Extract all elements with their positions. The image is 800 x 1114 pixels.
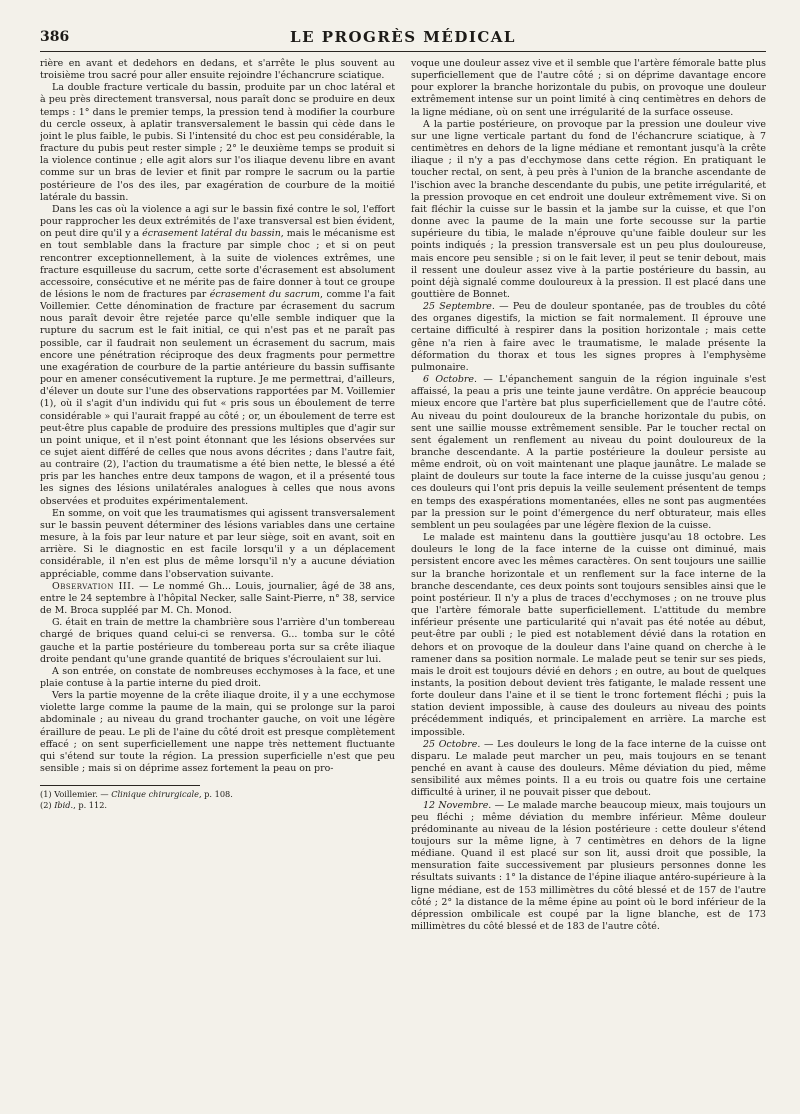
running-header — [40, 26, 766, 52]
entry-date: 6 Octobre. — [423, 374, 477, 386]
journal-title: LE PROGRÈS MÉDICAL — [290, 28, 516, 46]
footnote-text: , p. 112. — [73, 799, 108, 810]
entry-text: — Le malade marche beaucoup mieux, mais toujours un peu fléchi ; même déviation du membre inférieur. Même douleur prédominante au niveau de la lésion postérieure : cette douleur s'étend toujours sur la même ligne, à 7 centimètres en dehors de la ligne médiane. Quand il est placé sur son lit, aussi droit que possible, la mensuration faite successivement par plusieurs personnes donne les résultats suivants : 1° la distance de l'épine iliaque antéro-supérieure à la ligne médiane, est de 153 millimètres du côté blessé et de 157 de l'autre côté ; 2° la distance de la même épine au point où le bord inférieur de la dépression ombilicale est coupé par la ligne blanche, est de 173 millimètres du côté blessé et de 183 de l'autre côté. — [411, 799, 766, 933]
observation-heading — [40, 581, 395, 617]
dated-entry — [411, 374, 766, 532]
page-number: 386 — [40, 29, 70, 45]
footnotes — [40, 785, 233, 810]
footnote-text: , p. 108. — [198, 789, 233, 800]
paragraph: La double fracture verticale du bassin, produite par un choc latéral et à peu près directement transversal, nous paraît donc se produire en deux temps : 1° dans le premier temps, la pression tend à modifier la courbure du cercle osseux, à aplatir transversalement le bassin qui cède dans le joint le plus faible, le pubis. Si l'intensité du choc est peu considérable, la fracture du pubis peut rester simple ; 2° le deuxième temps se produit si la violence continue ; elle agit alors sur l'os iliaque devenu libre en avant comme sur un bras de levier et finit par rompre le sacrum ou la partie postérieure de l'os des iles, par exagération de courbure de la moitié latérale du bassin. — [40, 82, 395, 203]
text-run: , mais le mécanisme est en tout semblable dans la fracture par simple choc ; et si on peut rencontrer exceptionnellement, à la suite de violences extrêmes, une fracture esquilleuse du sacrum, cette sorte d'écrasement est absolument accessoire, consécutive et ne mérite pas de faire donner à tout ce groupe de lésions le nom de fractures par — [40, 228, 395, 300]
paragraph: Le malade est maintenu dans la gouttière jusqu'au 18 octobre. Les douleurs le long de la face interne de la cuisse ont diminué, mais persistent encore avec les mêmes caractères. On sent toujours une saillie sur la branche horizontale et un renflement sur la face interne de la branche descendante, ces deux points sont toujours sensibles ainsi que le point postérieur. Il n'y a plus de traces d'ecchymoses ; on ne trouve plus que l'artère fémorale batte superficiellement. L'attitude du membre inférieur présente une particularité qui n'avait pas été notée au début, peut-être par oubli ; le pied est notablement dévié dans la rotation en dehors et on provoque de la douleur dans l'aine quand on cherche à le ramener dans sa position normale. Le malade peut se tenir sur ses pieds, mais le droit est toujours dévié en dehors ; en outre, au bout de quelques instants, la position debout devient très fatigante, le malade ressent une forte douleur dans l'aine et il se tient le tronc fortement fléchi ; puis la station devient impossible, à cause des douleurs au niveau des points précédemment indiqués, et principalement en arrière. La marche est impossible. — [411, 532, 766, 738]
paragraph: A la partie postérieure, on provoque par la pression une douleur vive sur une ligne verticale partant du fond de l'échancrure sciatique, à 7 centimètres en dehors de la ligne médiane et remontant jusqu'à la crête iliaque ; il n'y a pas d'ecchymose dans cette région. En pratiquant le toucher rectal, on sent, à peu près à l'union de la branche ascendante de l'ischion avec la branche descendante du pubis, une petite irrégularité, et la pression provoque en cet endroit une douleur extrêmement vive. Si on fait fléchir la cuisse sur le bassin et la jambe sur la cuisse, et que l'on donne avec la paume de la main une forte secousse sur la partie supérieure du tibia, le malade n'éprouve qu'une faible douleur sur les points indiqués ; la pression transversale est un peu plus douloureuse, mais encore peu sensible ; si on le fait lever, il peut se tenir debout, mais il ressent une douleur assez vive à la partie postérieure du bassin, au point déjà signalé comme douloureux à la pression. Il est placé dans une gouttière de Bonnet. — [411, 118, 766, 300]
paragraph: G. était en train de mettre la chambrière sous l'arrière d'un tombereau chargé de briques quand celui-ci se renversa. G... tomba sur le côté gauche et la partie postérieure du tombereau porta sur sa crête iliaque droite pendant qu'une grande quantité de briques s'écroulaient sur lui. — [40, 617, 395, 665]
dated-entry — [411, 301, 766, 374]
footnote-text: (1) Voillemier. — — [40, 789, 112, 800]
paragraph: A son entrée, on constate de nombreuses ecchymoses à la face, et une plaie contuse à la partie interne du pied droit. — [40, 665, 395, 689]
entry-text: — Les douleurs le long de la face interne de la cuisse ont disparu. Le malade peut marcher un peu, mais toujours en se tenant penché en avant à cause des douleurs. Même déviation du pied, même sensibilité aux mêmes points. Il a eu trois ou quatre fois une certaine difficulté à uriner, il ne pouvait pisser que debout. — [411, 738, 766, 799]
paragraph: rière en avant et dedehors en dedans, et s'arrête le plus souvent au troisième trou sacré pour aller ensuite rejoindre l'échancrure sciatique. — [40, 58, 395, 82]
observation-intro: — Le nommé Gh... Louis, journalier, âgé de 38 ans, entre le 24 septembre à l'hôpital Necker, salle Saint-Pierre, n° 38, service de M. Broca suppléé par M. Ch. Monod. — [40, 580, 395, 617]
entry-text: — Peu de douleur spontanée, pas de troubles du côté des organes digestifs, la miction se fait normalement. Il éprouve une certaine difficulté à respirer dans la position horizontale ; mais cette gêne n'a rien à faire avec le traumatisme, le malade présente la déformation du thorax et tous les signes propres à l'emphysème pulmonaire. — [411, 301, 766, 373]
entry-text: — L'épanchement sanguin de la région inguinale s'est affaissé, la peau a pris une teinte jaune verdâtre. On apprécie beaucoup mieux encore que l'artère bat plus superficiellement que de l'autre côté. Au niveau du point douloureux de la branche horizontale du pubis, on sent une saillie mousse extrêmement sensible. Par le toucher rectal on sent également un renflement au niveau du point douloureux de la branche descendante. A la partie postérieure la douleur persiste au même endroit, où on voit maintenant une plaque jaunâtre. Le malade se plaint de douleurs sur toute la face interne de la cuisse jusqu'au genou ; ces douleurs qui l'ont pris depuis la veille seulement présentent de temps en temps des exaspérations momentanées, elles ne sont pas augmentées par la pression sur le point d'émergence du nerf obturateur, mais elles semblent un peu soulagées par une légère flexion de la cuisse. — [411, 374, 766, 531]
dated-entry — [411, 800, 766, 934]
text-run: , comme l'a fait Voillemier. Cette dénomination de fracture par écrasement du sacrum nous paraît devoir être rejetée parce qu'elle semble indiquer que la rupture du sacrum est le fait initial, ce qui n'est pas et ne paraît pas possible, car il faudrait non seulement un écrasement du sacrum, mais encore une pénétration réciproque des deux fragments pour permettre une exagération de courbure de la partie antérieure du bassin suffisante pour en amener consécutivement la rupture. Je me permettrai, d'ailleurs, d'élever un doute sur l'une des observations rapportées par M. Voillemier (1), où il s'agit d'un individu qui fut « pris sous un éboulement de terre considérable » qui l'aurait frappé au côté ; or, un éboulement de terre est peut-être plus capable de produire des pressions multiples que d'agir sur un point unique, et il n'est point étonnant que les lésions observées sur ce sujet aient différé de celles que nous avons décrites ; dans l'autre fait, au contraire (2), l'action du traumatisme a été bien nette, le blessé a été pris par les hanches entre deux tampons de wagon, et il a présenté tous les signes des lésions unilatérales analogues à celles que nous avons observées et produites expérimentalement. — [40, 288, 395, 507]
footnote-citation: Clinique chirurgicale — [111, 789, 199, 800]
footnote-citation: Ibid. — [54, 799, 74, 810]
paragraph: voque une douleur assez vive et il semble que l'artère fémorale batte plus superficiellement que de l'autre côté ; si on déprime davantage encore pour explorer la branche horizontale du pubis, on provoque une douleur extrêmement intense sur un point limité à cinq centimètres en dehors de la ligne médiane, où on sent une irrégularité de la surface osseuse. — [411, 58, 766, 118]
paragraph — [40, 204, 395, 508]
italic-term: écrasement du sacrum — [209, 288, 320, 300]
entry-date: 25 Septembre. — [423, 301, 495, 313]
observation-label: Observation III. — [52, 580, 135, 592]
text-run: Dans les cas où la violence a agi sur le bassin fixé contre le sol, l'effort pour rapprocher les deux extrémités de l'axe transversal est bien évident, on peut dire qu'il y a — [40, 203, 395, 240]
right-column — [411, 58, 766, 1098]
entry-date: 25 Octobre. — [423, 738, 481, 750]
paragraph: Vers la partie moyenne de la crête iliaque droite, il y a une ecchymose violette large comme la paume de la main, qui se prolonge sur la paroi abdominale ; au niveau du grand trochanter gauche, on voit une légère éraillure de peau. Le pli de l'aine du côté droit est presque complètement effacé ; on sent superficiellement une nappe très nettement fluctuante qui s'étend sur toute la région. La pression superficielle n'est que peu sensible ; mais si on déprime assez fortement la peau on pro- — [40, 690, 395, 775]
italic-term: écrasement latéral du bassin — [142, 228, 281, 240]
footnote-1 — [40, 789, 391, 800]
footnote-2 — [40, 800, 391, 811]
footnote-text: (2) — [40, 799, 55, 810]
entry-date: 12 Novembre. — [423, 799, 492, 811]
two-column-body — [40, 58, 766, 1098]
left-column — [40, 58, 395, 1098]
paragraph: En somme, on voit que les traumatismes qui agissent transversalement sur le bassin peuvent déterminer des lésions variables dans une certaine mesure, à la fois par leur nature et par leur siège, soit en avant, soit en arrière. Si le diagnostic en est facile lorsqu'il y a un déplacement considérable, il n'en est plus de même lorsqu'il n'y a aucune déviation appréciable, comme dans l'observation suivante. — [40, 507, 395, 580]
dated-entry — [411, 739, 766, 800]
